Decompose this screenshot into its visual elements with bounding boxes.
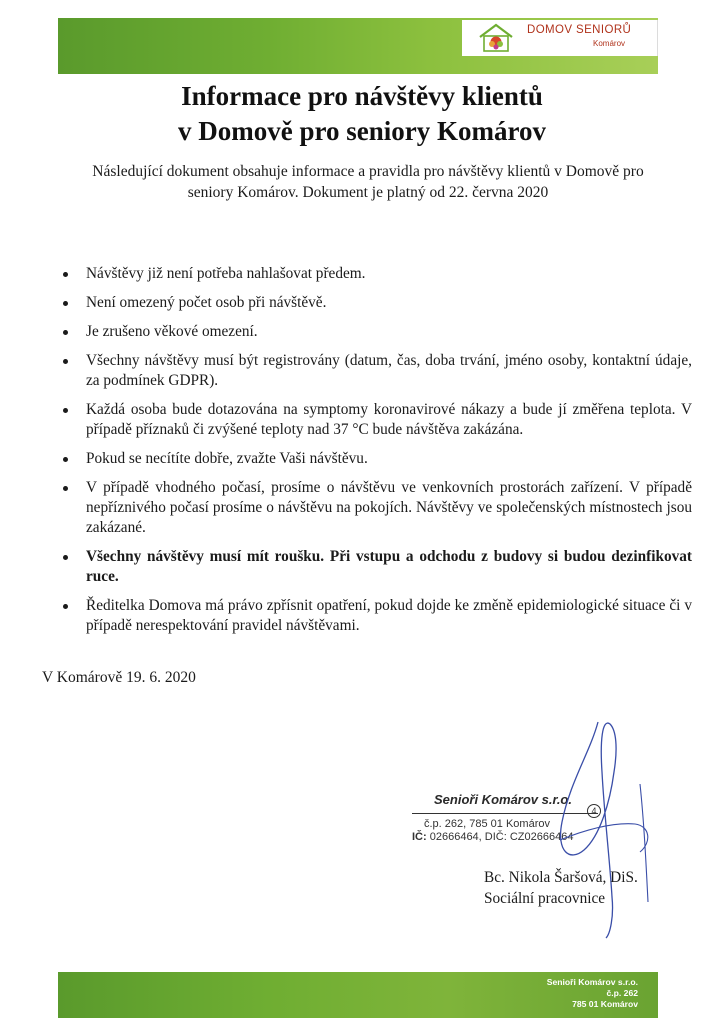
rule-text: Všechny návštěvy musí mít roušku. Při vstupu a odchodu z budovy si budou dezinfikovat ruce. — [86, 548, 692, 585]
signer-block — [484, 867, 638, 909]
intro-line1: Následující dokument obsahuje informace a pravidla pro návštěvy klientů v Domově pro — [92, 163, 644, 180]
footer-line3: 785 01 Komárov — [572, 999, 638, 1009]
rules-list — [60, 264, 692, 645]
place-date: V Komárově 19. 6. 2020 — [42, 669, 196, 686]
rule-item — [60, 264, 692, 284]
signer-role: Sociální pracovnice — [484, 890, 606, 907]
footer-line1: Senioři Komárov s.r.o. — [546, 977, 638, 987]
rule-text: Ředitelka Domova má právo zpřísnit opatření, pokud dojde ke změně epidemiologické situace či v případě nerespektování pravidel návštěvami. — [86, 597, 692, 634]
stamp-ic-value: 02666464, DIČ: CZ02666464 — [429, 831, 574, 843]
rule-item — [60, 478, 692, 538]
stamp-badge: 4 — [587, 804, 601, 818]
rule-text: Návštěvy již není potřeba nahlašovat předem. — [86, 265, 366, 282]
bullet-icon — [63, 486, 68, 491]
bullet-icon — [63, 272, 68, 277]
bullet-icon — [63, 408, 68, 413]
rule-item — [60, 351, 692, 391]
bullet-icon — [63, 457, 68, 462]
rule-text: Pokud se necítíte dobře, zvažte Vaši návštěvu. — [86, 450, 368, 467]
rule-item-bold — [60, 547, 692, 587]
house-logo-icon — [476, 23, 516, 53]
rule-item — [60, 596, 692, 636]
rule-item — [60, 449, 692, 469]
logo-name: DOMOV SENIORŮ — [527, 24, 632, 36]
stamp-address: č.p. 262, 785 01 Komárov — [424, 818, 550, 830]
rule-text: Každá osoba bude dotazována na symptomy koronavirové nákazy a bude jí změřena teplota. V případě příznaků či zvýšené teploty nad 37 °C bude návštěva zakázána. — [86, 401, 692, 438]
intro-line2: seniory Komárov. Dokument je platný od 22. června 2020 — [187, 184, 549, 201]
bullet-icon — [63, 330, 68, 335]
stamp-ic-label: IČ: — [412, 831, 427, 843]
stamp-company-name: Senioři Komárov s.r.o. — [434, 792, 572, 807]
rule-text: Všechny návštěvy musí být registrovány (datum, čas, doba trvání, jméno osoby, kontaktní údaje, za podmínek GDPR). — [86, 352, 692, 389]
rule-item — [60, 293, 692, 313]
signer-name: Bc. Nikola Šaršová, DiS. — [484, 869, 638, 886]
bullet-icon — [63, 555, 68, 560]
footer-line2: č.p. 262 — [606, 988, 638, 998]
intro-paragraph — [58, 161, 678, 203]
bullet-icon — [63, 359, 68, 364]
bullet-icon — [63, 604, 68, 609]
rule-text: V případě vhodného počasí, prosíme o návštěvu ve venkovních prostorách zařízení. V případě nepříznivého počasí prosíme o návštěvu na pokojích. Návštěvy ve společenských místnostech jsou zakázané. — [86, 479, 692, 536]
footer-address — [547, 977, 638, 1010]
rule-item — [60, 322, 692, 342]
logo-subtitle: Komárov — [593, 39, 626, 48]
document-title-line1: Informace pro návštěvy klientů — [181, 81, 543, 111]
bullet-icon — [63, 301, 68, 306]
logo — [462, 20, 658, 56]
rule-item — [60, 400, 692, 440]
rule-text: Není omezený počet osob při návštěvě. — [86, 294, 327, 311]
rule-text: Je zrušeno věkové omezení. — [86, 323, 258, 340]
document-title-line2: v Domově pro seniory Komárov — [178, 116, 546, 146]
